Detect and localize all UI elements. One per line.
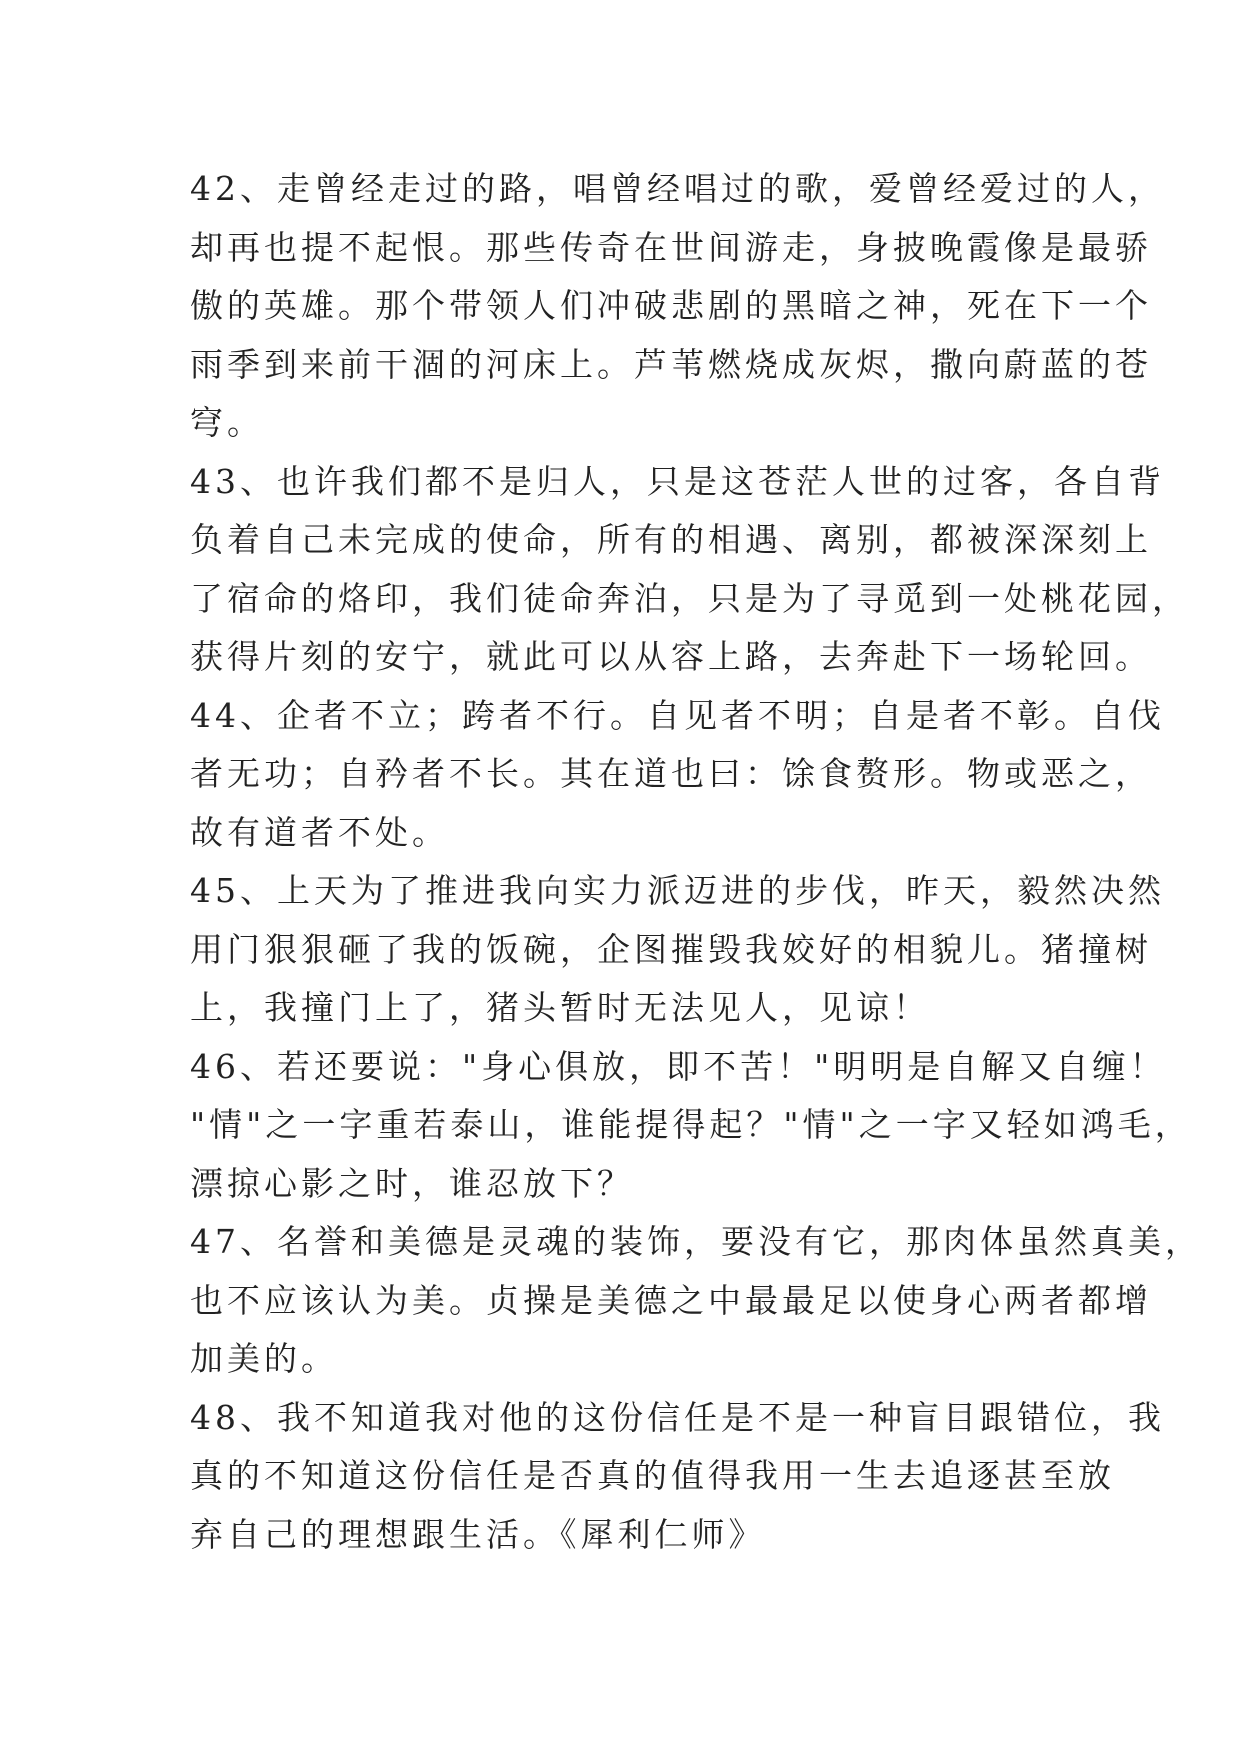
text-line: 用门狠狠砸了我的饭碗，企图摧毁我姣好的相貌儿。猪撞树 bbox=[190, 929, 1152, 969]
text-line: 者无功；自矜者不长。其在道也曰：馀食赘形。物或恶之， bbox=[190, 754, 1152, 793]
text-line: 46、若还要说："身心俱放，即不苦！"明明是自解又自缠！ bbox=[190, 1046, 1167, 1086]
text-line: 穹。 bbox=[190, 403, 264, 442]
text-line: 却再也提不起恨。那些传奇在世间游走，身披晚霞像是最骄 bbox=[190, 227, 1152, 267]
document-body bbox=[190, 160, 1202, 1564]
text-line: 故有道者不处。 bbox=[190, 812, 449, 852]
text-line: 也不应该认为美。贞操是美德之中最最足以使身心两者都增 bbox=[190, 1280, 1152, 1320]
text-line: 43、也许我们都不是归人，只是这苍茫人世的过客，各自背 bbox=[190, 461, 1165, 501]
text-line: 上，我撞门上了，猪头暂时无法见人，见谅！ bbox=[190, 988, 930, 1027]
text-line: 42、走曾经走过的路，唱曾经唱过的歌，爱曾经爱过的人， bbox=[190, 169, 1165, 208]
text-line: 48、我不知道我对他的这份信任是不是一种盲目跟错位，我 bbox=[190, 1397, 1165, 1437]
text-line: 傲的英雄。那个带领人们冲破悲剧的黑暗之神，死在下一个 bbox=[190, 286, 1152, 325]
text-line: 了宿命的烙印，我们徒命奔泊，只是为了寻觅到一处桃花园， bbox=[190, 578, 1189, 618]
text-line: "情"之一字重若泰山，谁能提得起？"情"之一字又轻如鸿毛， bbox=[190, 1105, 1192, 1144]
text-line: 47、名誉和美德是灵魂的装饰，要没有它，那肉体虽然真美， bbox=[190, 1222, 1202, 1261]
text-line: 漂掠心影之时，谁忍放下？ bbox=[190, 1163, 634, 1203]
text-line: 加美的。 bbox=[190, 1339, 338, 1378]
text-line: 45、上天为了推进我向实力派迈进的步伐，昨天，毅然决然 bbox=[190, 871, 1165, 910]
text-line: 真的不知道这份信任是否真的值得我用一生去追逐甚至放 bbox=[190, 1456, 1115, 1495]
text-line: 雨季到来前干涸的河床上。芦苇燃烧成灰烬，撒向蔚蓝的苍 bbox=[190, 344, 1152, 384]
text-line: 负着自己未完成的使命，所有的相遇、离别，都被深深刻上 bbox=[190, 520, 1152, 559]
text-line: 获得片刻的安宁，就此可以从容上路，去奔赴下一场轮回。 bbox=[190, 637, 1152, 676]
text-line: 弃自己的理想跟生活。《犀利仁师》 bbox=[190, 1514, 766, 1554]
text-line: 44、企者不立；跨者不行。自见者不明；自是者不彰。自伐 bbox=[190, 695, 1165, 735]
